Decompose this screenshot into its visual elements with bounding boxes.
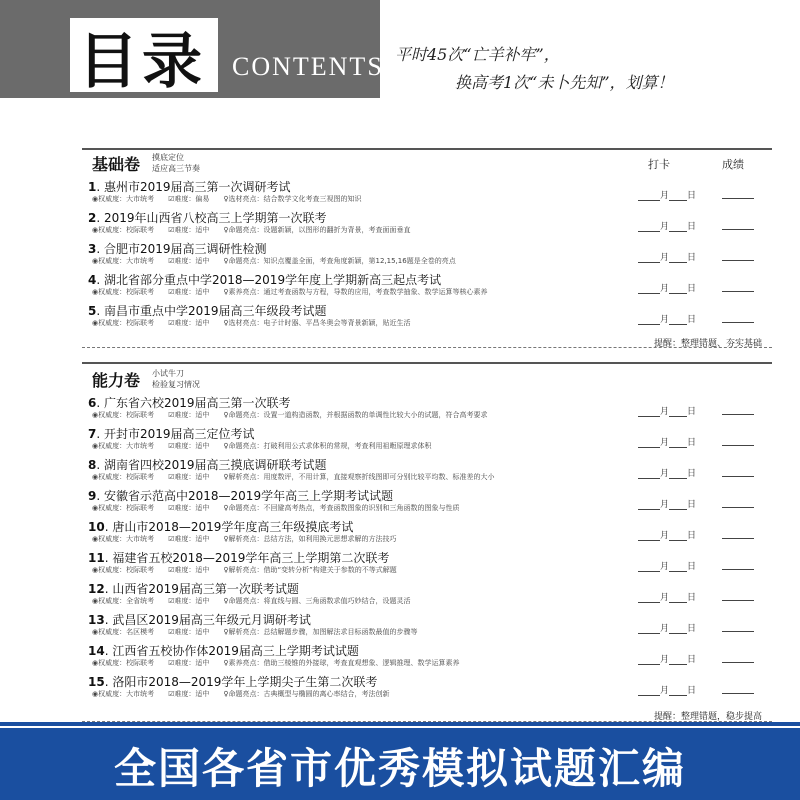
month-label: 月 bbox=[660, 624, 670, 634]
checkin-date-field[interactable] bbox=[638, 250, 696, 263]
item-number-dot: . bbox=[96, 304, 104, 318]
section-subtitle-1: 摸底定位 bbox=[152, 153, 184, 162]
item-number-dot: . bbox=[96, 396, 104, 410]
score-field[interactable] bbox=[722, 404, 754, 415]
month-label: 月 bbox=[660, 222, 670, 232]
meta-field: ☑难度：适中 bbox=[168, 659, 210, 667]
meta-field: ♀命题亮点：不回避高考热点，考查函数图象的识别和三角函数的图象与性质 bbox=[223, 504, 460, 512]
score-field[interactable] bbox=[722, 466, 754, 477]
ability-section bbox=[82, 362, 772, 722]
item-title-text: 湖南省四校2019届高三摸底调研联考试题 bbox=[104, 458, 327, 472]
item-number: 12 bbox=[88, 582, 105, 596]
month-label: 月 bbox=[660, 686, 670, 696]
meta-field: ◉权威度：校际联考 bbox=[92, 504, 155, 512]
section-subtitle-1: 小试牛刀 bbox=[152, 369, 184, 378]
item-meta bbox=[92, 596, 411, 606]
section-name: 基础卷 bbox=[92, 155, 141, 174]
basic-section bbox=[82, 148, 772, 348]
meta-field: ◉权威度：校际联考 bbox=[92, 226, 155, 234]
item-title-text: 惠州市2019届高三第一次调研考试 bbox=[104, 180, 291, 194]
item-meta bbox=[92, 256, 456, 266]
month-label: 月 bbox=[660, 315, 670, 325]
item-title-text: 山西省2019届高三第一次联考试题 bbox=[112, 582, 299, 596]
checkin-date-field[interactable] bbox=[638, 497, 696, 510]
month-label: 月 bbox=[660, 469, 670, 479]
meta-field: ◉权威度：校际联考 bbox=[92, 288, 155, 296]
month-label: 月 bbox=[660, 407, 670, 417]
checkin-header: 打卡 bbox=[648, 158, 670, 171]
checkin-date-field[interactable] bbox=[638, 621, 696, 634]
item-title-text: 福建省五校2018—2019学年高三上学期第二次联考 bbox=[112, 551, 390, 565]
item-meta bbox=[92, 534, 397, 544]
meta-field: ☑难度：适中 bbox=[168, 226, 210, 234]
meta-field: ♀解析亮点：总结方法，如利用换元思想求解的方法技巧 bbox=[223, 535, 397, 543]
item-number: 10 bbox=[88, 520, 105, 534]
meta-field: ♀命题亮点：知识点覆盖全面，考查角度新颖，第12,15,16题是全卷的亮点 bbox=[223, 257, 456, 265]
month-label: 月 bbox=[660, 593, 670, 603]
meta-field: ♀命题亮点：设题新颖，以图形的翻折为背景，考查面面垂直 bbox=[223, 226, 411, 234]
checkin-date-field[interactable] bbox=[638, 188, 696, 201]
item-title bbox=[88, 611, 311, 628]
section-remark: 提醒：整理错题，稳步提高 bbox=[653, 712, 762, 722]
meta-field: ♀命题亮点：打破利用公式求体积的常规，考查利用祖暅原理求体积 bbox=[223, 442, 432, 450]
item-number: 8 bbox=[88, 458, 97, 472]
item-title-text: 广东省六校2019届高三第一次联考 bbox=[104, 396, 291, 410]
score-field[interactable] bbox=[722, 281, 754, 292]
day-label: 日 bbox=[687, 191, 697, 201]
item-meta bbox=[92, 503, 460, 513]
meta-field: ◉权威度：校际联考 bbox=[92, 319, 155, 327]
day-label: 日 bbox=[687, 284, 697, 294]
item-number: 2 bbox=[88, 211, 97, 225]
toc-item bbox=[82, 487, 772, 517]
item-number-dot: . bbox=[104, 551, 113, 565]
meta-field: ☑难度：适中 bbox=[168, 628, 210, 636]
item-number-dot: . bbox=[96, 180, 104, 194]
toc-item bbox=[82, 518, 772, 548]
checkin-date-field[interactable] bbox=[638, 435, 696, 448]
item-meta bbox=[92, 410, 488, 420]
item-meta bbox=[92, 287, 488, 297]
item-title bbox=[88, 240, 267, 257]
meta-field: ☑难度：适中 bbox=[168, 535, 210, 543]
meta-field: ♀命题亮点：将直线与圆、三角函数求值巧妙结合，设题灵活 bbox=[223, 597, 411, 605]
day-label: 日 bbox=[687, 593, 697, 603]
day-label: 日 bbox=[687, 253, 697, 263]
item-title bbox=[88, 394, 291, 411]
item-number-dot: . bbox=[96, 211, 104, 225]
contents-label: CONTENTS bbox=[232, 52, 384, 81]
item-number: 9 bbox=[88, 489, 97, 503]
checkin-date-field[interactable] bbox=[638, 466, 696, 479]
item-meta bbox=[92, 441, 432, 451]
score-field[interactable] bbox=[722, 435, 754, 446]
item-number: 5 bbox=[88, 304, 97, 318]
toc-item bbox=[82, 394, 772, 424]
toc-item bbox=[82, 209, 772, 239]
meta-field: ☑难度：适中 bbox=[168, 597, 210, 605]
checkin-date-field[interactable] bbox=[638, 219, 696, 232]
item-meta bbox=[92, 225, 411, 235]
month-label: 月 bbox=[660, 655, 670, 665]
item-meta bbox=[92, 627, 418, 637]
meta-field: ◉权威度：校际联考 bbox=[92, 566, 155, 574]
month-label: 月 bbox=[660, 500, 670, 510]
item-number-dot: . bbox=[96, 489, 104, 503]
item-meta bbox=[92, 658, 460, 668]
item-title-text: 洛阳市2018—2019学年上学期尖子生第二次联考 bbox=[112, 675, 378, 689]
meta-field: ◉权威度：校际联考 bbox=[92, 411, 155, 419]
day-label: 日 bbox=[687, 469, 697, 479]
item-title bbox=[88, 642, 359, 659]
day-label: 日 bbox=[687, 531, 697, 541]
meta-field: ◉权威度：大市统考 bbox=[92, 535, 155, 543]
toc-item bbox=[82, 673, 772, 703]
meta-field: ♀解析亮点：借助“变转分析”构建关于参数的不等式解题 bbox=[223, 566, 397, 574]
section-bottom-line bbox=[82, 347, 772, 348]
meta-field: ◉权威度：校际联考 bbox=[92, 659, 155, 667]
item-number-dot: . bbox=[104, 675, 113, 689]
item-title bbox=[88, 518, 353, 535]
toc-item bbox=[82, 178, 772, 208]
day-label: 日 bbox=[687, 562, 697, 572]
meta-field: ♀命题亮点：设置一道构造函数，并根据函数的单调性比较大小的试题，符合高考要求 bbox=[223, 411, 488, 419]
item-number-dot: . bbox=[104, 613, 113, 627]
checkin-date-field[interactable] bbox=[638, 683, 696, 696]
meta-field: ☑难度：适中 bbox=[168, 504, 210, 512]
section-divider bbox=[82, 148, 772, 150]
score-field[interactable] bbox=[722, 188, 754, 199]
day-label: 日 bbox=[687, 686, 697, 696]
item-title bbox=[88, 487, 393, 504]
item-title bbox=[88, 580, 299, 597]
checkin-date-field[interactable] bbox=[638, 281, 696, 294]
item-number: 11 bbox=[88, 551, 105, 565]
meta-field: ◉权威度：大市统考 bbox=[92, 195, 155, 203]
item-number: 13 bbox=[88, 613, 105, 627]
score-field[interactable] bbox=[722, 621, 754, 632]
toc-item bbox=[82, 425, 772, 455]
item-meta bbox=[92, 565, 397, 575]
month-label: 月 bbox=[660, 562, 670, 572]
page-title: 目录 bbox=[78, 27, 206, 97]
meta-field: ☑难度：适中 bbox=[168, 257, 210, 265]
item-title-text: 湖北省部分重点中学2018—2019学年度上学期新高三起点考试 bbox=[104, 273, 442, 287]
toc-item bbox=[82, 271, 772, 301]
score-field[interactable] bbox=[722, 652, 754, 663]
meta-field: ♀解析亮点：总结解题步骤，加图解法求目标函数最值的步骤等 bbox=[223, 628, 418, 636]
checkin-date-field[interactable] bbox=[638, 590, 696, 603]
checkin-date-field[interactable] bbox=[638, 312, 696, 325]
section-subtitle-2: 检验复习情况 bbox=[152, 380, 200, 389]
score-field[interactable] bbox=[722, 683, 754, 694]
day-label: 日 bbox=[687, 407, 697, 417]
item-number-dot: . bbox=[96, 242, 104, 256]
meta-field: ☑难度：适中 bbox=[168, 442, 210, 450]
item-number-dot: . bbox=[104, 644, 113, 658]
item-meta bbox=[92, 472, 495, 482]
item-title bbox=[88, 673, 377, 690]
item-title-text: 开封市2019届高三定位考试 bbox=[104, 427, 255, 441]
toc-item bbox=[82, 611, 772, 641]
score-field[interactable] bbox=[722, 250, 754, 261]
day-label: 日 bbox=[687, 222, 697, 232]
meta-field: ☑难度：偏易 bbox=[168, 195, 210, 203]
item-title bbox=[88, 456, 327, 473]
month-label: 月 bbox=[660, 284, 670, 294]
section-name: 能力卷 bbox=[92, 371, 141, 390]
day-label: 日 bbox=[687, 500, 697, 510]
month-label: 月 bbox=[660, 438, 670, 448]
score-field[interactable] bbox=[722, 497, 754, 508]
item-meta bbox=[92, 689, 390, 699]
item-title bbox=[88, 178, 291, 195]
item-number: 7 bbox=[88, 427, 97, 441]
day-label: 日 bbox=[687, 438, 697, 448]
meta-field: ♀选材亮点：结合数学文化考查三视图的知识 bbox=[223, 195, 362, 203]
toc-item bbox=[82, 580, 772, 610]
day-label: 日 bbox=[687, 315, 697, 325]
item-number: 1 bbox=[88, 180, 97, 194]
meta-field: ◉权威度：校际联考 bbox=[92, 473, 155, 481]
section-divider bbox=[82, 362, 772, 364]
item-number: 6 bbox=[88, 396, 97, 410]
meta-field: ◉权威度：大市统考 bbox=[92, 442, 155, 450]
item-number: 4 bbox=[88, 273, 97, 287]
item-meta bbox=[92, 318, 411, 328]
item-title bbox=[88, 425, 255, 442]
day-label: 日 bbox=[687, 655, 697, 665]
item-number: 15 bbox=[88, 675, 105, 689]
slogan-line2: 换高考1次“未卜先知”，划算！ bbox=[455, 73, 674, 92]
item-title-text: 南昌市重点中学2019届高三年级段考试题 bbox=[104, 304, 327, 318]
meta-field: ◉权威度：全省统考 bbox=[92, 597, 155, 605]
score-field[interactable] bbox=[722, 528, 754, 539]
score-field[interactable] bbox=[722, 590, 754, 601]
meta-field: ☑难度：适中 bbox=[168, 319, 210, 327]
item-title-text: 江西省五校协作体2019届高三上学期考试试题 bbox=[112, 644, 359, 658]
toc-item bbox=[82, 240, 772, 270]
meta-field: ♀素养亮点：通过考查函数与方程，导数的应用，考查数学抽象、数学运算等核心素养 bbox=[223, 288, 488, 296]
item-number-dot: . bbox=[104, 520, 113, 534]
meta-field: ◉权威度：名区模考 bbox=[92, 628, 155, 636]
item-title-text: 合肥市2019届高三调研性检测 bbox=[104, 242, 267, 256]
meta-field: ◉权威度：大市统考 bbox=[92, 690, 155, 698]
meta-field: ♀素养亮点：借助三棱锥的外接球，考查直观想象、逻辑推理、数学运算素养 bbox=[223, 659, 460, 667]
item-number-dot: . bbox=[96, 427, 104, 441]
month-label: 月 bbox=[660, 531, 670, 541]
item-meta bbox=[92, 194, 362, 204]
meta-field: ☑难度：适中 bbox=[168, 690, 210, 698]
item-title bbox=[88, 302, 327, 319]
day-label: 日 bbox=[687, 624, 697, 634]
month-label: 月 bbox=[660, 191, 670, 201]
toc-item bbox=[82, 642, 772, 672]
slogan-line1: 平时45次“亡羊补牢”， bbox=[395, 45, 560, 64]
meta-field: ☑难度：适中 bbox=[168, 473, 210, 481]
footer-banner bbox=[0, 728, 800, 800]
item-title-text: 唐山市2018—2019学年度高三年级摸底考试 bbox=[112, 520, 354, 534]
score-field[interactable] bbox=[722, 219, 754, 230]
score-header: 成绩 bbox=[722, 158, 744, 171]
meta-field: ◉权威度：大市统考 bbox=[92, 257, 155, 265]
checkin-date-field[interactable] bbox=[638, 404, 696, 417]
meta-field: ♀选材亮点：电子计时器、平昌冬奥会等背景新颖，贴近生活 bbox=[223, 319, 411, 327]
score-field[interactable] bbox=[722, 312, 754, 323]
toc-item bbox=[82, 549, 772, 579]
score-field[interactable] bbox=[722, 559, 754, 570]
meta-field: ♀命题亮点：古典概型与椭圆的离心率结合，考法创新 bbox=[223, 690, 390, 698]
item-number-dot: . bbox=[96, 458, 104, 472]
footer-text: 全国各省市优秀模拟试题汇编 bbox=[113, 744, 686, 793]
item-title bbox=[88, 271, 441, 288]
item-title bbox=[88, 209, 327, 226]
toc-item bbox=[82, 456, 772, 486]
item-title bbox=[88, 549, 389, 566]
item-title-text: 安徽省示范高中2018—2019学年高三上学期考试试题 bbox=[104, 489, 394, 503]
meta-field: ☑难度：适中 bbox=[168, 411, 210, 419]
checkin-date-field[interactable] bbox=[638, 528, 696, 541]
section-remark: 提醒：整理错题、夯实基础 bbox=[653, 339, 762, 349]
item-number: 14 bbox=[88, 644, 105, 658]
toc-item bbox=[82, 302, 772, 332]
meta-field: ☑难度：适中 bbox=[168, 566, 210, 574]
meta-field: ♀解析亮点：用度数评，不用计算，直接观察折线图即可分别比较平均数、标准差的大小 bbox=[223, 473, 495, 481]
meta-field: ☑难度：适中 bbox=[168, 288, 210, 296]
month-label: 月 bbox=[660, 253, 670, 263]
checkin-date-field[interactable] bbox=[638, 652, 696, 665]
item-number-dot: . bbox=[104, 582, 113, 596]
section-subtitle-2: 适应高三节奏 bbox=[152, 164, 200, 173]
item-number: 3 bbox=[88, 242, 97, 256]
item-title-text: 2019年山西省八校高三上学期第一次联考 bbox=[104, 211, 327, 225]
item-number-dot: . bbox=[96, 273, 104, 287]
checkin-date-field[interactable] bbox=[638, 559, 696, 572]
item-title-text: 武昌区2019届高三年级元月调研考试 bbox=[112, 613, 311, 627]
footer-rule bbox=[0, 722, 800, 726]
